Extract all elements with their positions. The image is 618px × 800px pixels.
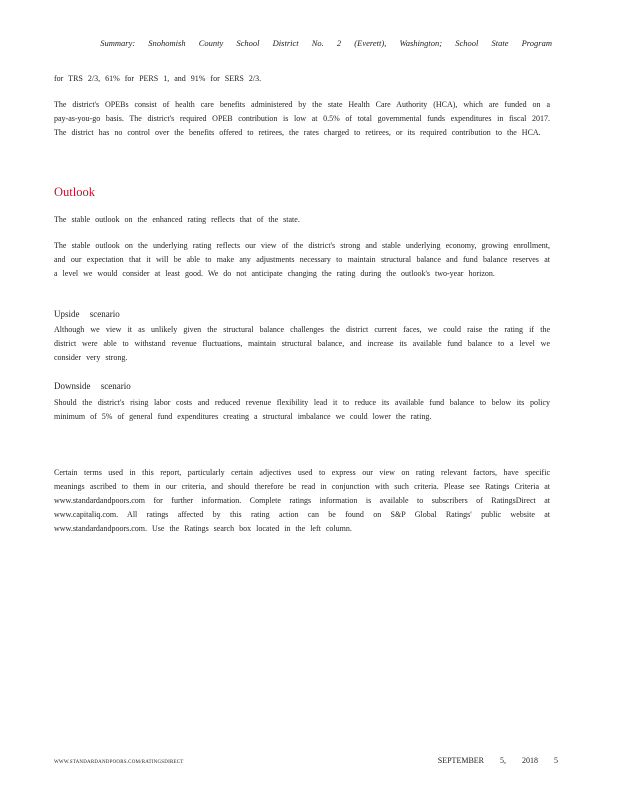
downside-scenario-text: Should the district's rising labor costs and reduced revenue flexibility lead it to reduce its available fund balance to below its policy minimum of 5% of general fund expenditures creating a structural imbalance we could lower the rating. bbox=[54, 398, 550, 421]
outlook-heading: Outlook bbox=[54, 185, 95, 199]
opeb-paragraph: The district's OPEBs consist of health care benefits administered by the state Health Care Authority (HCA), which are funded on a pay-as-you-go basis. The district's required OPEB contribution is low at 0.5% of total governmental funds expenditures in fiscal 2017. The district has no control over the benefits offered to retirees, the rates charged to retirees, or its required contribution to the HCA. bbox=[54, 100, 550, 137]
pension-continuation-paragraph: for TRS 2/3, 61% for PERS 1, and 91% for SERS 2/3. bbox=[54, 74, 262, 83]
footer-date-page bbox=[438, 756, 558, 765]
upside-scenario-heading: Upside scenario bbox=[54, 309, 120, 319]
footer-date: SEPTEMBER 5, 2018 bbox=[437, 756, 538, 765]
downside-scenario-heading: Downside scenario bbox=[54, 381, 131, 391]
outlook-paragraph-enhanced: The stable outlook on the enhanced rating reflects that of the state. bbox=[54, 215, 300, 224]
upside-scenario-text: Although we view it as unlikely given the structural balance challenges the district current faces, we could raise the rating if the district were able to withstand revenue fluctuations, maintain structural balance, and increase its available fund balance to a level we consider very strong. bbox=[54, 325, 550, 362]
running-header: Summary: Snohomish County School District No. 2 (Everett), Washington; School State Program bbox=[100, 38, 552, 48]
outlook-paragraph-underlying: The stable outlook on the underlying rating reflects our view of the district's strong and stable underlying economy, growing enrollment, and our expectation that it will be able to make any adjustments necessary to maintain structural balance and fund balance reserves at a level we would consider at least good. We do not anticipate changing the rating during the outlook's two-year horizon. bbox=[54, 241, 550, 278]
page-number: 5 bbox=[554, 756, 558, 765]
criteria-disclaimer-paragraph: Certain terms used in this report, particularly certain adjectives used to express our view on rating relevant factors, have specific meanings ascribed to them in our criteria, and should therefore be read in conjunction with such criteria. Please see Ratings Criteria at www.standardandpoors.com for further information. Complete ratings information is available to subscribers of RatingsDirect at www.capitaliq.com. All ratings affected by this rating action can be found on S&P Global Ratings' public website at www.standardandpoors.com. Use the Ratings search box located in the left column. bbox=[54, 468, 550, 533]
footer-website: WWW.STANDARDANDPOORS.COM/RATINGSDIRECT bbox=[54, 760, 184, 765]
